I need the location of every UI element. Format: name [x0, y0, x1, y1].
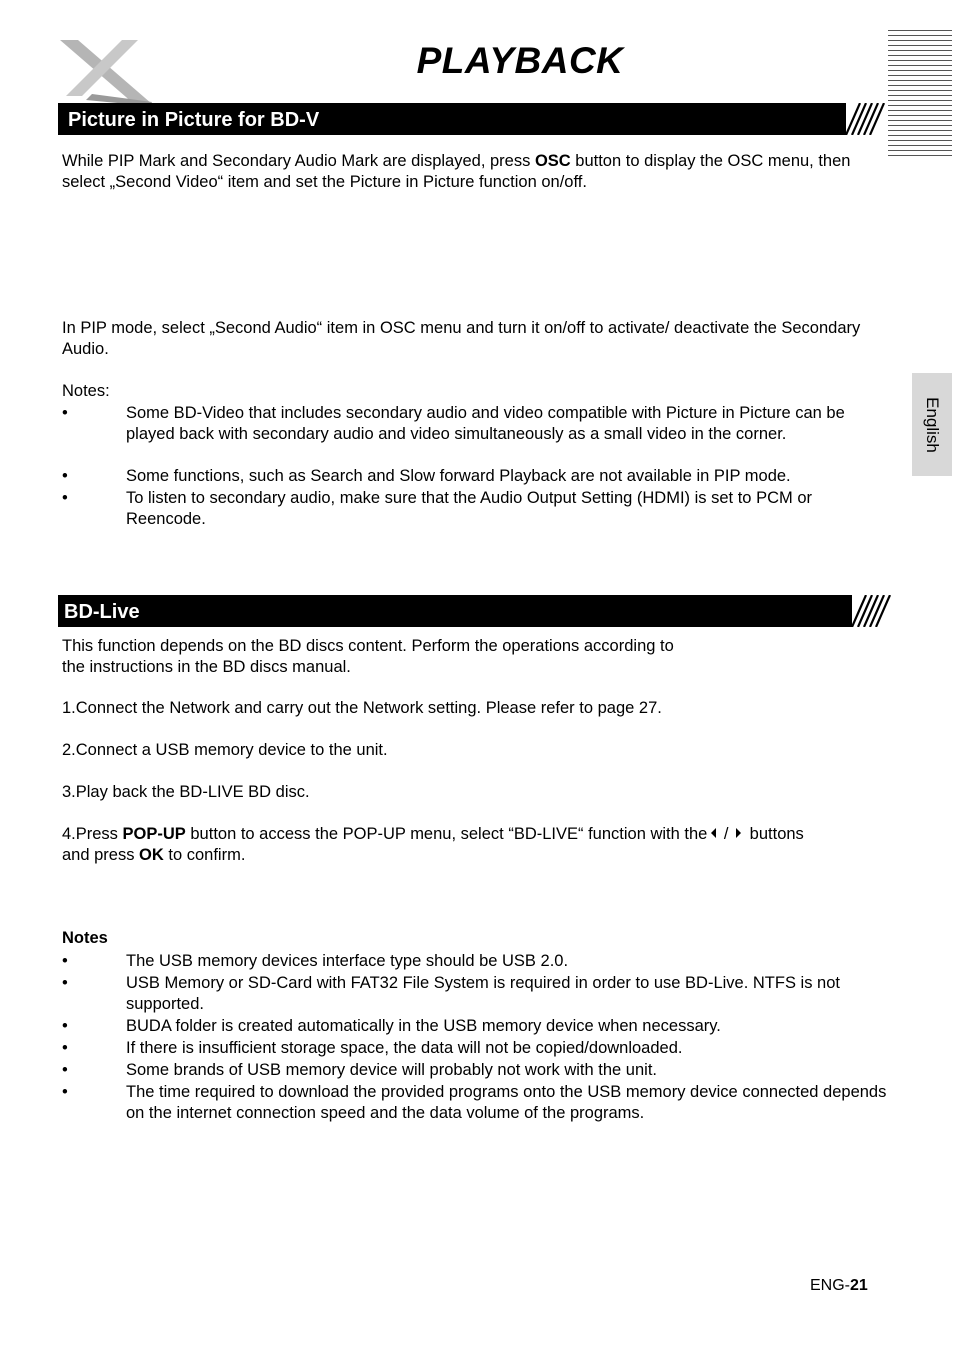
language-tab-label: English [923, 396, 942, 453]
list-item: • Some BD-Video that includes secondary audio and video compatible with Picture in Picture can be played back with secondary audio and video simultaneously as a small video in the corner. [62, 404, 845, 443]
section-heading-pip [58, 103, 846, 135]
list-item: • To listen to secondary audio, make sure that the Audio Output Setting (HDMI) is set to PCM or Reencode. [62, 489, 812, 528]
hatch-decoration [846, 103, 888, 135]
bdlive-step-1: 1.Connect the Network and carry out the Network setting. Please refer to page 27. [62, 699, 662, 717]
list-item: • The time required to download the provided programs onto the USB memory device connected depends on the internet connection speed and the data volume of the programs. [62, 1083, 887, 1122]
bdlive-step-2: 2.Connect a USB memory device to the unit. [62, 741, 388, 759]
list-item: • If there is insufficient storage space, the data will not be copied/downloaded. [62, 1039, 683, 1057]
list-item: • Some functions, such as Search and Slow forward Playback are not available in PIP mode. [62, 467, 791, 485]
list-item: • USB Memory or SD-Card with FAT32 File System is required in order to use BD-Live. NTFS is not supported. [62, 974, 840, 1013]
list-item: • Some brands of USB memory device will probably not work with the unit. [62, 1061, 657, 1079]
decorative-stripes [888, 30, 952, 158]
bdlive-step-4: 4.Press POP-UP button to access the POP-UP menu, select “BD-LIVE“ function with the / buttons and press OK to confirm. [62, 825, 804, 864]
pip-notes-label: Notes: [62, 382, 110, 400]
hatch-decoration [852, 595, 894, 627]
list-item: • BUDA folder is created automatically in the USB memory device when necessary. [62, 1017, 721, 1035]
language-tab [912, 373, 952, 476]
bdlive-intro-line-1: This function depends on the BD discs content. Perform the operations according to [62, 637, 674, 655]
pip-paragraph-1: While PIP Mark and Secondary Audio Mark are displayed, press OSC button to display the OSC menu, then select „Second Video“ item and set the Picture in Picture function on/off. [62, 152, 851, 191]
page-title: PLAYBACK [416, 40, 624, 81]
bdlive-notes-list [62, 951, 892, 1124]
section-heading-pip-text: Picture in Picture for BD-V [68, 109, 320, 131]
arrow-right-icon [736, 828, 741, 838]
bdlive-step-3: 3.Play back the BD-LIVE BD disc. [62, 783, 310, 801]
pip-notes-list [62, 403, 892, 530]
pip-paragraph-2: In PIP mode, select „Second Audio“ item in OSC menu and turn it on/off to activate/ deactivate the Secondary Audio. [62, 319, 861, 358]
page-number: ENG-21 [810, 1277, 868, 1294]
bdlive-intro-line-2: the instructions in the BD discs manual. [62, 658, 351, 676]
section-heading-bdlive [58, 595, 852, 627]
brand-logo [52, 38, 162, 108]
bdlive-notes-label: Notes [62, 929, 108, 947]
arrow-left-icon [711, 828, 716, 838]
section-heading-bdlive-text: BD-Live [64, 601, 140, 623]
list-item: • The USB memory devices interface type should be USB 2.0. [62, 952, 569, 970]
